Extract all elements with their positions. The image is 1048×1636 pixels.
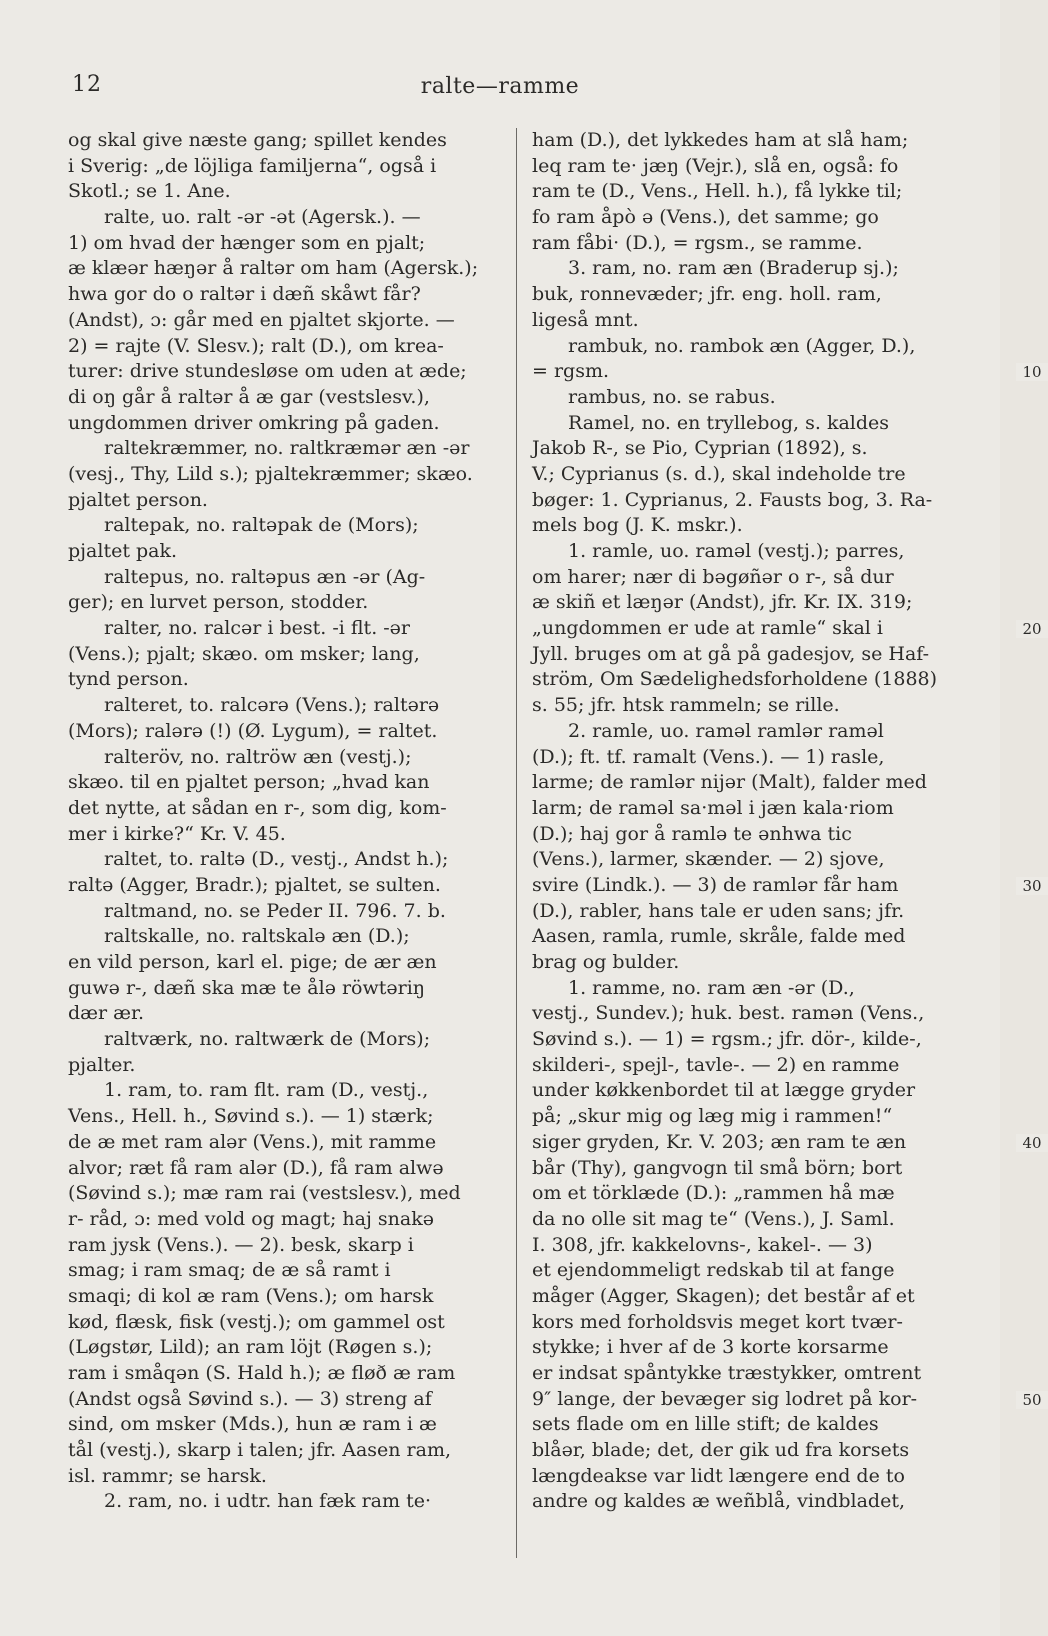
right-column-line: et ejendommeligt redskab til at fange <box>532 1259 895 1282</box>
left-column-line: mer i kirke?“ Kr. V. 45. <box>68 822 286 845</box>
right-column-line: 3. ram, no. ram æn (Braderup sj.); <box>568 257 899 280</box>
left-column-line: tål (vestj.), skarp i talen; jfr. Aasen ram, <box>68 1439 452 1462</box>
left-column-line: i Sverig: „de löjliga familjerna“, også i <box>68 154 437 177</box>
right-column-line: ram te (D., Vens., Hell. h.), få lykke til; <box>532 180 903 203</box>
right-column-line: længdeakse var lidt længere end de to <box>532 1464 905 1487</box>
left-column-line: (Søvind s.); mæ ram rai (vestslesv.), med <box>68 1182 461 1205</box>
left-column-line: ralteret, to. ralcərə (Vens.); raltərə <box>104 694 440 717</box>
left-column-line: en vild person, karl el. pige; de ær æn <box>68 951 437 973</box>
left-column-line: ralter, no. ralcər i best. -i flt. -ər <box>104 617 411 640</box>
left-column-line: 2) = rajte (V. Slesv.); ralt (D.), om krea- <box>68 334 444 357</box>
right-column-line: under køkkenbordet til at lægge gryder <box>532 1079 916 1102</box>
line-number: 30 <box>1016 877 1048 895</box>
line-number: 20 <box>1016 620 1048 638</box>
right-column-line: skilderi-, spejl-, tavle-. — 2) en ramme <box>532 1053 900 1076</box>
right-column <box>532 128 956 1515</box>
left-column-line: kød, flæsk, fisk (vestj.); om gammel ost <box>68 1310 445 1333</box>
right-column-line: Aasen, ramla, rumle, skråle, falde med <box>532 925 906 948</box>
right-column-line: (Vens.), larmer, skænder. — 2) sjove, <box>532 848 885 871</box>
left-column <box>68 128 505 1515</box>
right-column-line: er indsat spåntykke træstykker, omtrent <box>532 1362 922 1384</box>
right-column-line: Ramel, no. en tryllebog, s. kaldes <box>568 411 890 434</box>
left-column-line: raltmand, no. se Peder II. 796. 7. b. <box>104 899 446 922</box>
right-column-line: buk, ronnevæder; jfr. eng. holl. ram, <box>532 283 882 306</box>
left-column-line: pjaltet person. <box>68 488 208 511</box>
left-column-line: det nytte, at sådan en r-, som dig, kom- <box>68 796 447 819</box>
left-column-line: sind, om msker (Mds.), hun æ ram i æ <box>68 1413 437 1436</box>
left-column-line: ger); en lurvet person, stodder. <box>68 591 369 614</box>
left-column-line: pjaltet pak. <box>68 540 178 562</box>
left-column-line: di oŋ går å raltər å æ gar (vestslesv.), <box>68 385 430 408</box>
left-column-line: smag; i ram smaq; de æ så ramt i <box>68 1259 391 1282</box>
left-column-line: smaqi; di kol æ ram (Vens.); om harsk <box>68 1284 434 1307</box>
left-column-line: 1. ram, to. ram flt. ram (D., vestj., <box>104 1079 429 1102</box>
right-column-line: ligeså mnt. <box>532 308 639 331</box>
right-column-line: Jakob R-, se Pio, Cyprian (1892), s. <box>532 437 868 460</box>
left-column-line: æ klæər hæŋər å raltər om ham (Agersk.); <box>68 257 479 280</box>
left-column-line: hwa gor do o raltər i dæñ skåwt får? <box>68 283 421 306</box>
left-column-line: r- råd, ɔ: med vold og magt; haj snakə <box>68 1207 434 1230</box>
right-column-line: rambuk, no. rambok æn (Agger, D.), <box>568 334 916 357</box>
left-column-line: raltepak, no. raltəpak de (Mors); <box>104 514 419 537</box>
right-column-line: da no olle sit mag te“ (Vens.), J. Saml. <box>532 1207 895 1230</box>
right-column-line: 9″ lange, der bevæger sig lodret på kor- <box>532 1387 918 1410</box>
left-column-line: Skotl.; se 1. Ane. <box>68 180 231 203</box>
right-column-line: på; „skur mig og læg mig i rammen!“ <box>532 1105 893 1128</box>
left-column-line: guwə r-, dæñ ska mæ te ålə röwtəriŋ <box>68 976 426 999</box>
left-column-line: 1) om hvad der hænger som en pjalt; <box>68 231 426 254</box>
right-column-line: (D.); haj gor å ramlə te ənhwa tic <box>532 822 852 845</box>
left-column-line: ralte, uo. ralt -ər -ət (Agersk.). — <box>104 206 421 229</box>
right-column-line: kors med forholdsvis meget kort tvær- <box>532 1310 903 1333</box>
left-column-line: alvor; ræt få ram alər (D.), få ram alwə <box>68 1156 444 1179</box>
left-column-line: ram jysk (Vens.). — 2). besk, skarp i <box>68 1233 414 1256</box>
right-column-line: larm; de raməl sa·məl i jæn kala·riom <box>532 796 894 819</box>
right-column-line: ram fåbi· (D.), = rgsm., se ramme. <box>532 231 863 254</box>
right-column-line: svire (Lindk.). — 3) de ramlər får ham <box>532 873 899 896</box>
left-column-line: (Andst), ɔ: går med en pjaltet skjorte. — <box>68 308 455 331</box>
left-column-line: (Mors); ralərə (!) (Ø. Lygum), = raltet. <box>68 719 438 742</box>
left-column-line: pjalter. <box>68 1053 136 1076</box>
left-column-line: turer: drive stundesløse om uden at æde; <box>68 360 467 383</box>
right-column-line: ham (D.), det lykkedes ham at slå ham; <box>532 129 909 151</box>
right-column-line: „ungdommen er ude at ramle“ skal i <box>532 617 883 640</box>
left-column-line: raltə (Agger, Bradr.); pjaltet, se sulten. <box>68 873 441 896</box>
right-column-line: vestj., Sundev.); huk. best. ramən (Vens., <box>532 1002 925 1025</box>
right-column-line: leq ram te· jæŋ (Vejr.), slå en, også: fo <box>532 154 899 177</box>
right-column-line: 2. ramle, uo. raməl ramlər raməl <box>568 719 884 742</box>
left-column-line: raltepus, no. raltəpus æn -ər (Ag- <box>104 565 426 588</box>
right-column-line: stykke; i hver af de 3 korte korsarme <box>532 1336 889 1359</box>
left-column-line: dær ær. <box>68 1002 145 1025</box>
left-column-line: (vesj., Thy, Lild s.); pjaltekræmmer; skæo. <box>68 462 473 485</box>
right-column-line: s. 55; jfr. htsk rammeln; se rille. <box>532 694 840 717</box>
right-column-line: 1. ramme, no. ram æn -ər (D., <box>568 976 855 999</box>
right-column-line: (D.); ft. tf. ramalt (Vens.). — 1) rasle, <box>532 745 885 768</box>
left-column-line: og skal give næste gang; spillet kendes <box>68 129 447 151</box>
right-column-line: måger (Agger, Skagen); det består af et <box>532 1284 915 1307</box>
right-column-line: brag og bulder. <box>532 951 680 973</box>
right-column-line: 1. ramle, uo. raməl (vestj.); parres, <box>568 540 905 562</box>
right-column-line: (D.), rabler, hans tale er uden sans; jfr. <box>532 899 905 922</box>
left-column-line: raltet, to. raltə (D., vestj., Andst h.); <box>104 848 449 871</box>
right-column-line: bøger: 1. Cyprianus, 2. Fausts bog, 3. Ra- <box>532 488 933 511</box>
left-column-line: ram i småqən (S. Hald h.); æ fløð æ ram <box>68 1362 456 1384</box>
left-column-line: raltekræmmer, no. raltkræmər æn -ər <box>104 437 470 460</box>
left-column-line: raltværk, no. raltwærk de (Mors); <box>104 1028 431 1051</box>
right-column-line: æ skiñ et læŋər (Andst), jfr. Kr. IX. 319; <box>532 591 913 614</box>
right-column-line: blåər, blade; det, der gik ud fra korsets <box>532 1439 910 1462</box>
right-column-line: om harer; nær di bəgøñər o r-, så dur <box>532 565 894 588</box>
left-column-line: ungdommen driver omkring på gaden. <box>68 411 440 434</box>
left-column-line: ralteröv, no. raltröw æn (vestj.); <box>104 745 412 768</box>
line-number: 40 <box>1016 1134 1048 1152</box>
right-column-line: ström, Om Sædelighedsforholdene (1888) <box>532 668 938 691</box>
right-column-line: siger gryden, Kr. V. 203; æn ram te æn <box>532 1130 907 1153</box>
right-column-line: andre og kaldes æ weñblå, vindbladet, <box>532 1490 905 1513</box>
left-column-line: (Løgstør, Lild); an ram löjt (Røgen s.); <box>68 1336 433 1359</box>
right-column-line: om et törklæde (D.): „rammen hå mæ <box>532 1182 895 1205</box>
left-column-line: de æ met ram alər (Vens.), mit ramme <box>68 1130 437 1153</box>
left-column-line: (Vens.); pjalt; skæo. om msker; lang, <box>68 642 420 665</box>
left-column-line: skæo. til en pjaltet person; „hvad kan <box>68 771 430 794</box>
left-column-line: (Andst også Søvind s.). — 3) streng af <box>68 1387 432 1410</box>
left-column-line: 2. ram, no. i udtr. han fæk ram te· <box>104 1490 431 1513</box>
left-column-line: tynd person. <box>68 668 189 691</box>
right-column-line: Søvind s.). — 1) = rgsm.; jfr. dör-, kilde-, <box>532 1028 922 1051</box>
right-column-line: sets flade om en lille stift; de kaldes <box>532 1413 879 1436</box>
left-column-line: isl. rammr; se harsk. <box>68 1464 267 1487</box>
line-number: 10 <box>1016 363 1048 381</box>
line-number: 50 <box>1016 1391 1048 1409</box>
right-column-line: rambus, no. se rabus. <box>568 385 776 408</box>
right-column-line: V.; Cyprianus (s. d.), skal indeholde tre <box>532 462 906 485</box>
left-column-line: Vens., Hell. h., Søvind s.). — 1) stærk; <box>68 1105 434 1128</box>
right-column-line: I. 308, jfr. kakkelovns-, kakel-. — 3) <box>532 1233 873 1256</box>
right-column-line: Jyll. bruges om at gå på gadesjov, se Haf- <box>532 642 930 665</box>
right-column-line: mels bog (J. K. mskr.). <box>532 514 743 537</box>
page-number: 12 <box>72 72 102 97</box>
left-column-line: raltskalle, no. raltskalə æn (D.); <box>104 925 410 948</box>
running-head: ralte—ramme <box>420 74 580 99</box>
right-column-line: larme; de ramlər nijər (Malt), falder med <box>532 771 927 794</box>
right-column-line: bår (Thy), gangvogn til små börn; bort <box>532 1156 903 1179</box>
right-column-line: = rgsm. <box>532 360 610 383</box>
right-column-line: fo ram åpò ə (Vens.), det samme; go <box>532 206 879 229</box>
